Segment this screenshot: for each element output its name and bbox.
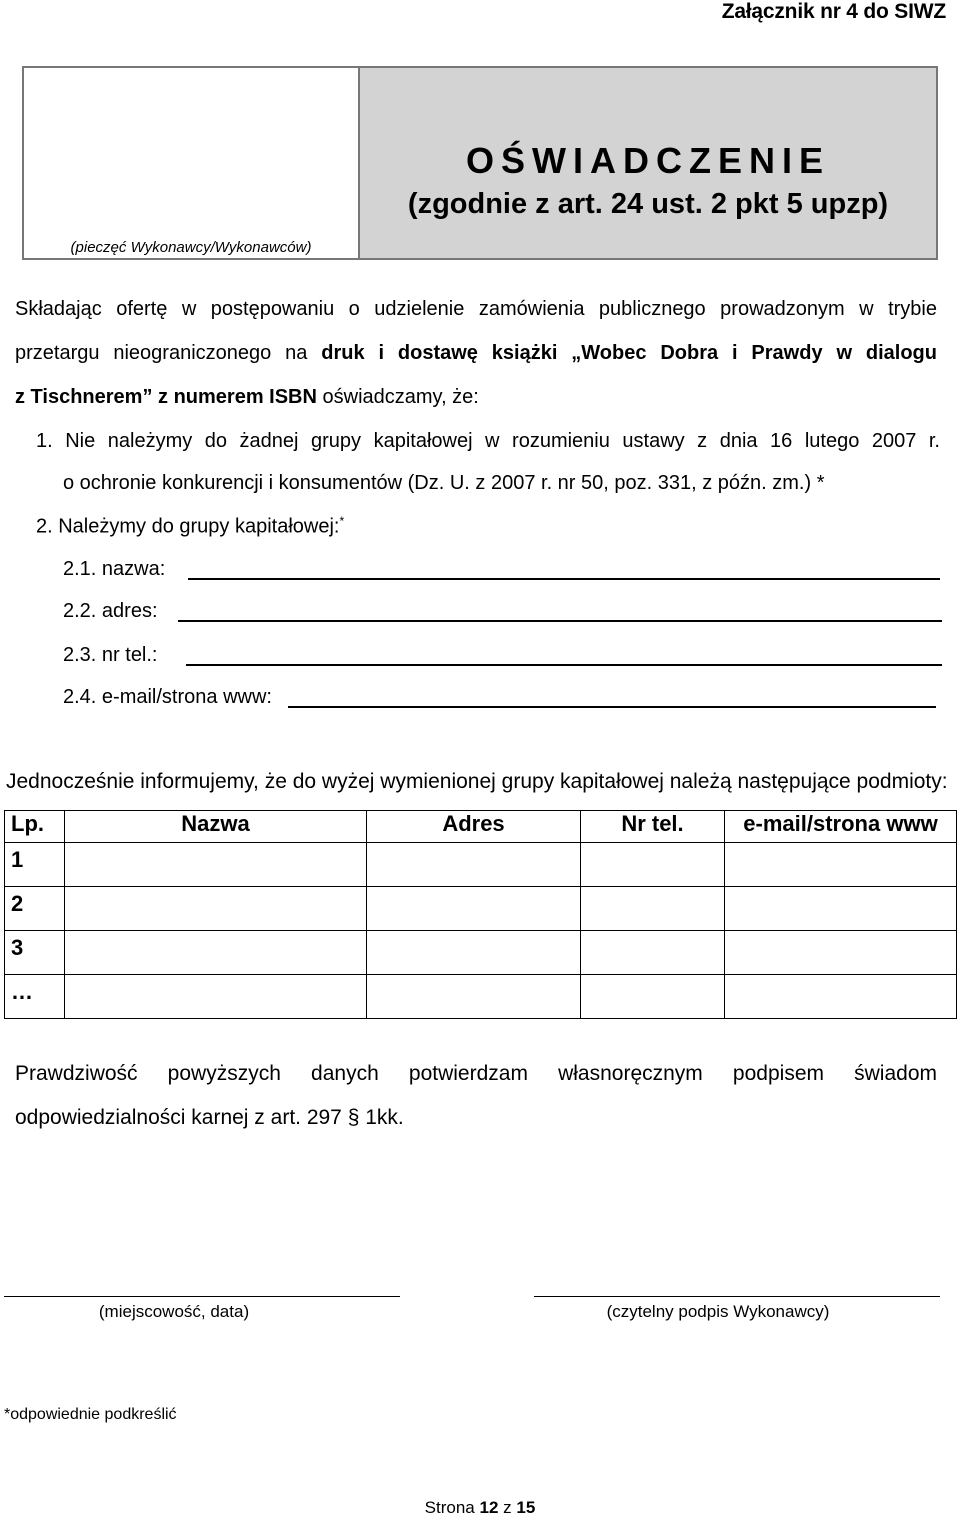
- place-date-caption: (miejscowość, data): [98, 1302, 250, 1321]
- table-row: [5, 975, 957, 1019]
- title-cell: [360, 68, 936, 258]
- confirm-line-1: Prawdziwość powyższych danych potwierdzam własnoręcznym podpisem świadom: [15, 1062, 937, 1085]
- col-lp: Lp.: [5, 811, 65, 843]
- document-title: OŚWIADCZENIE: [465, 140, 830, 181]
- entities-table: [4, 810, 957, 1019]
- table-row: [5, 931, 957, 975]
- item-2: [36, 514, 344, 539]
- cell-address[interactable]: [367, 887, 581, 931]
- item-1-line-1: 1. Nie należymy do żadnej grupy kapitałowej w rozumieniu ustawy z dnia 16 lutego 2007 r.: [36, 430, 940, 452]
- cell-name[interactable]: [65, 975, 367, 1019]
- col-phone: Nr tel.: [581, 811, 725, 843]
- footnote: *odpowiednie podkreślić: [4, 1406, 177, 1423]
- field-email-label: 2.4. e-mail/strona www:: [63, 686, 272, 708]
- field-phone-label: 2.3. nr tel.:: [63, 644, 158, 666]
- confirm-line-2: odpowiedzialności karnej z art. 297 § 1kk.: [15, 1106, 404, 1129]
- cell-phone[interactable]: [581, 975, 725, 1019]
- cell-address[interactable]: [367, 843, 581, 887]
- field-address-label: 2.2. adres:: [63, 600, 158, 622]
- col-name: Nazwa: [65, 811, 367, 843]
- intro-line-2: [15, 342, 937, 365]
- item-1-line-2: o ochronie konkurencji i konsumentów (Dz. U. z 2007 r. nr 50, poz. 331, z późn. zm.) *: [63, 472, 825, 494]
- place-date-line[interactable]: [4, 1296, 400, 1297]
- footer-prefix: Strona: [424, 1498, 475, 1517]
- intro-declaration: oświadczamy, że:: [322, 386, 479, 408]
- row-number: 2: [5, 887, 65, 931]
- cell-phone[interactable]: [581, 843, 725, 887]
- intro-subject: druk i dostawę książki „Wobec Dobra i Prawdy w dialogu: [321, 342, 937, 364]
- field-address-line[interactable]: [178, 620, 942, 622]
- page-footer: [0, 1498, 960, 1518]
- inform-text: Jednocześnie informujemy, że do wyżej wymienionej grupy kapitałowej należą następujące podmioty:: [6, 770, 948, 793]
- col-address: Adres: [367, 811, 581, 843]
- field-email-line[interactable]: [288, 706, 936, 708]
- field-phone-line[interactable]: [186, 664, 942, 666]
- item-2-text: 2. Należymy do grupy kapitałowej:: [36, 515, 340, 538]
- cell-phone[interactable]: [581, 887, 725, 931]
- footer-page: 12: [479, 1498, 499, 1517]
- cell-email[interactable]: [725, 887, 957, 931]
- footer-middle: z: [503, 1498, 512, 1517]
- signature-caption: (czytelny podpis Wykonawcy): [606, 1302, 830, 1321]
- cell-email[interactable]: [725, 931, 957, 975]
- stamp-caption: (pieczęć Wykonawcy/Wykonawców): [70, 239, 312, 256]
- intro-line-1: Składając ofertę w postępowaniu o udzielenie zamówienia publicznego prowadzonym w trybie: [15, 298, 937, 320]
- table-row: [5, 843, 957, 887]
- cell-email[interactable]: [725, 975, 957, 1019]
- row-number: 1: [5, 843, 65, 887]
- intro-subject-cont: z Tischnerem” z numerem ISBN: [15, 386, 317, 408]
- cell-phone[interactable]: [581, 931, 725, 975]
- cell-name[interactable]: [65, 843, 367, 887]
- cell-name[interactable]: [65, 887, 367, 931]
- attachment-label: Załącznik nr 4 do SIWZ: [721, 0, 946, 23]
- cell-address[interactable]: [367, 931, 581, 975]
- row-number: …: [5, 975, 65, 1019]
- stamp-cell: [24, 68, 360, 258]
- field-name-line[interactable]: [188, 578, 940, 580]
- table-row: [5, 887, 957, 931]
- cell-address[interactable]: [367, 975, 581, 1019]
- intro-line-2-text: przetargu nieograniczonego na: [15, 342, 308, 364]
- header-box: [22, 66, 938, 260]
- row-number: 3: [5, 931, 65, 975]
- field-name-label: 2.1. nazwa:: [63, 558, 166, 580]
- document-subtitle: (zgodnie z art. 24 ust. 2 pkt 5 upzp): [407, 188, 889, 220]
- cell-email[interactable]: [725, 843, 957, 887]
- footer-total: 15: [516, 1498, 536, 1517]
- col-email: e-mail/strona www: [725, 811, 957, 843]
- signature-line[interactable]: [534, 1296, 940, 1297]
- intro-line-3: [15, 386, 937, 409]
- table-header-row: [5, 811, 957, 843]
- cell-name[interactable]: [65, 931, 367, 975]
- item-2-mark: *: [339, 514, 345, 528]
